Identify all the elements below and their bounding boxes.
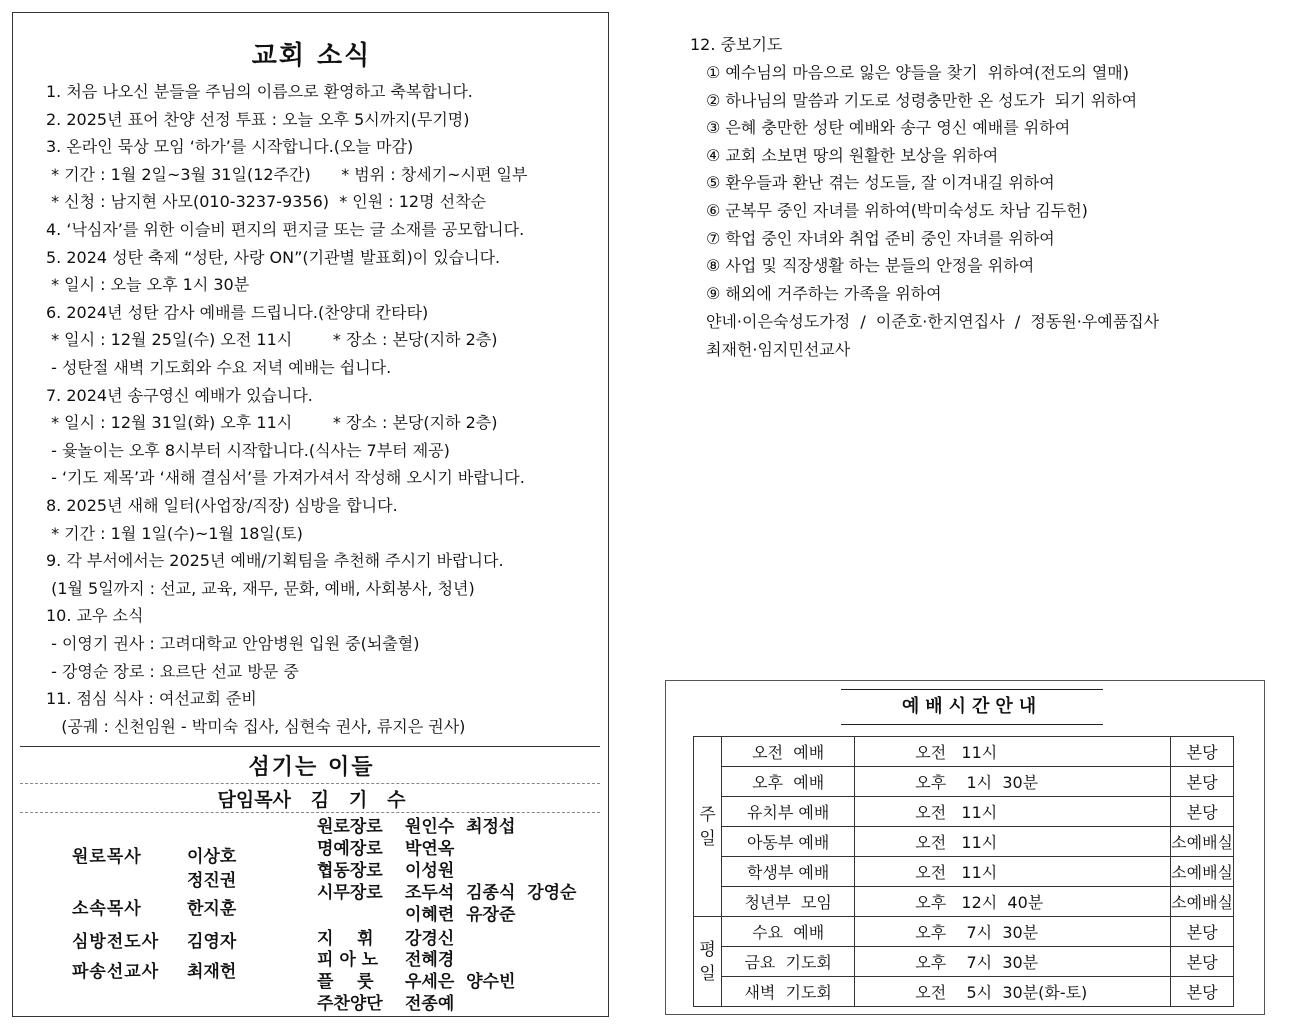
server-row — [72, 898, 236, 920]
schedule-group-label — [694, 917, 722, 1007]
divider — [20, 812, 600, 813]
schedule-group-char: 일 — [699, 828, 716, 849]
news-line: * 기간 : 1월 2일~3월 31일(12주간) * 범위 : 창세기~시편 일부 — [46, 164, 528, 184]
schedule-row — [694, 917, 1234, 947]
server-row — [317, 816, 515, 838]
schedule-time: 오후 12시 40분 — [855, 887, 1171, 917]
server-role: 시무장로 — [317, 883, 383, 903]
server-names: 김영자 — [187, 932, 237, 952]
server-names: 정진권 — [187, 871, 237, 891]
prayer-family: 최재헌·임지민선교사 — [706, 339, 851, 359]
schedule-place: 소예배실 — [1171, 827, 1234, 857]
server-role: 피 아 노 — [317, 950, 379, 970]
server-row — [317, 860, 454, 882]
schedule-panel — [665, 680, 1265, 1015]
schedule-table — [693, 736, 1234, 1007]
server-row — [317, 882, 576, 904]
server-names: 전혜경 — [405, 950, 455, 970]
news-line: * 일시 : 12월 31일(화) 오후 11시 * 장소 : 본당(지하 2층) — [46, 413, 498, 433]
server-role: 소속목사 — [72, 899, 142, 919]
schedule-time: 오전 5시 30분(화-토) — [855, 977, 1171, 1007]
schedule-name: 아동부 예배 — [722, 827, 855, 857]
server-role: 파송선교사 — [72, 962, 160, 982]
news-line: 2. 2025년 표어 찬양 선정 투표 : 오늘 오후 5시까지(무기명) — [46, 109, 470, 129]
schedule-place: 본당 — [1171, 947, 1234, 977]
server-role: 지 휘 — [317, 929, 374, 949]
server-role: 명예장로 — [317, 839, 383, 859]
news-line: (공궤 : 신천임원 - 박미숙 집사, 심현숙 권사, 류지은 권사) — [46, 716, 466, 736]
divider — [20, 783, 600, 784]
prayer-item: ⑨ 해외에 거주하는 가족을 위하여 — [706, 283, 942, 303]
schedule-time: 오후 7시 30분 — [855, 947, 1171, 977]
schedule-name: 수요 예배 — [722, 917, 855, 947]
schedule-name: 청년부 모임 — [722, 887, 855, 917]
news-line: * 신청 : 남지현 사모(010-3237-9356) * 인원 : 12명 선착순 — [46, 192, 487, 212]
schedule-place: 본당 — [1171, 977, 1234, 1007]
schedule-time: 오전 11시 — [855, 737, 1171, 767]
server-row — [72, 846, 236, 868]
news-line: 10. 교우 소식 — [46, 606, 144, 626]
schedule-name: 오전 예배 — [722, 737, 855, 767]
server-row — [72, 870, 236, 892]
news-line: * 일시 : 오늘 오후 1시 30분 — [46, 275, 250, 295]
server-role: 심방전도사 — [72, 932, 160, 952]
schedule-name: 유치부 예배 — [722, 797, 855, 827]
schedule-row — [694, 767, 1234, 797]
schedule-group-char: 평 — [699, 939, 716, 960]
news-line: 8. 2025년 새해 일터(사업장/직장) 심방을 합니다. — [46, 496, 398, 515]
server-row — [317, 949, 454, 971]
schedule-time: 오후 7시 30분 — [855, 917, 1171, 947]
server-role: 플 룻 — [317, 972, 374, 992]
prayer-item: ⑤ 환우들과 환난 겪는 성도들, 잘 이겨내길 위하여 — [706, 173, 1055, 193]
schedule-time: 오전 11시 — [855, 827, 1171, 857]
server-names: 전종예 — [405, 994, 455, 1014]
schedule-place: 본당 — [1171, 767, 1234, 797]
schedule-place: 본당 — [1171, 797, 1234, 827]
schedule-name: 학생부 예배 — [722, 857, 855, 887]
news-line: - 윷놀이는 오후 8시부터 시작합니다.(식사는 7부터 제공) — [46, 440, 450, 460]
schedule-name: 금요 기도회 — [722, 947, 855, 977]
server-row — [317, 838, 454, 860]
schedule-place: 본당 — [1171, 737, 1234, 767]
server-names: 한지훈 — [187, 899, 237, 919]
prayer-heading: 12. 중보기도 — [690, 35, 783, 54]
church-news-title: 교회 소식 — [251, 41, 372, 71]
schedule-row — [694, 857, 1234, 887]
news-line: 11. 점심 식사 : 여선교회 준비 — [46, 689, 257, 709]
server-role: 원로목사 — [72, 847, 142, 867]
server-names: 우세은 양수빈 — [405, 972, 516, 992]
news-line: 1. 처음 나오신 분들을 주님의 이름으로 환영하고 축복합니다. — [46, 82, 473, 101]
prayer-item: ⑥ 군복무 중인 자녀를 위하여(박미숙성도 차남 김두헌) — [706, 201, 1088, 220]
news-line: 3. 온라인 묵상 모임 ‘하가’를 시작합니다.(오늘 마감) — [46, 137, 414, 157]
news-line: 6. 2024년 성탄 감사 예배를 드립니다.(찬양대 칸타타) — [46, 302, 429, 322]
prayer-item: ③ 은혜 충만한 성탄 예배와 송구 영신 예배를 위하여 — [706, 118, 1071, 138]
server-names: 원인수 최정섭 — [405, 817, 516, 837]
news-line: 5. 2024 성탄 축제 “성탄, 사랑 ON”(기관별 발표회)이 있습니다. — [46, 247, 501, 267]
schedule-row — [694, 827, 1234, 857]
news-line: * 기간 : 1월 1일(수)~1월 18일(토) — [46, 523, 303, 543]
server-names: 이상호 — [187, 847, 237, 867]
schedule-place: 소예배실 — [1171, 857, 1234, 887]
news-line: 4. ‘낙심자’를 위한 이슬비 편지의 편지글 또는 글 소재를 공모합니다. — [46, 220, 525, 239]
schedule-row — [694, 737, 1234, 767]
prayer-item: ⑧ 사업 및 직장생활 하는 분들의 안정을 위하여 — [706, 256, 1035, 276]
server-role: 주찬양단 — [317, 994, 383, 1014]
news-line: - ‘기도 제목’과 ‘새해 결심서’를 가져가셔서 작성해 오시기 바랍니다. — [46, 468, 525, 488]
server-names: 이혜련 유장준 — [405, 905, 516, 925]
server-names: 최재헌 — [187, 962, 237, 982]
news-line: * 일시 : 12월 25일(수) 오전 11시 * 장소 : 본당(지하 2층) — [46, 330, 498, 350]
schedule-title: 예배시간안내 — [841, 689, 1103, 725]
schedule-row — [694, 977, 1234, 1007]
server-names: 강경신 — [405, 929, 455, 949]
schedule-group-char: 주 — [699, 804, 716, 825]
server-row — [317, 993, 454, 1015]
prayer-item: ② 하나님의 말씀과 기도로 성령충만한 온 성도가 되기 위하여 — [706, 90, 1138, 110]
news-line: - 강영순 장로 : 요르단 선교 방문 중 — [46, 661, 299, 681]
schedule-place: 소예배실 — [1171, 887, 1234, 917]
schedule-time: 오전 11시 — [855, 797, 1171, 827]
schedule-row — [694, 947, 1234, 977]
news-line: 9. 각 부서에서는 2025년 예배/기획팀을 추천해 주시기 바랍니다. — [46, 551, 504, 571]
schedule-group-label — [694, 737, 722, 917]
schedule-row — [694, 887, 1234, 917]
schedule-place: 본당 — [1171, 917, 1234, 947]
news-line: - 이영기 권사 : 고려대학교 안암병원 입원 중(뇌출혈) — [46, 634, 420, 653]
server-row — [317, 928, 454, 950]
senior-pastor: 담임목사 김 기 수 — [217, 789, 406, 811]
news-line: 7. 2024년 송구영신 예배가 있습니다. — [46, 385, 313, 405]
news-line: (1월 5일까지 : 선교, 교육, 재무, 문화, 예배, 사회봉사, 청년) — [46, 578, 475, 598]
server-role: 원로장로 — [317, 817, 383, 837]
server-role: 협동장로 — [317, 861, 383, 881]
server-row — [317, 904, 515, 926]
schedule-row — [694, 797, 1234, 827]
divider — [20, 746, 600, 747]
church-news-panel — [12, 12, 609, 1017]
prayer-item: ④ 교회 소보면 땅의 원활한 보상을 위하여 — [706, 145, 999, 165]
server-row — [317, 971, 515, 993]
schedule-time: 오후 1시 30분 — [855, 767, 1171, 797]
schedule-group-char: 일 — [699, 963, 716, 984]
prayer-item: ⑦ 학업 중인 자녀와 취업 준비 중인 자녀를 위하여 — [706, 228, 1055, 248]
server-row — [72, 961, 236, 983]
servers-title: 섬기는 이들 — [248, 755, 375, 780]
prayer-item: ① 예수님의 마음으로 잃은 양들을 찾기 위하여(전도의 열매) — [706, 63, 1130, 82]
news-line: - 성탄절 새벽 기도회와 수요 저녁 예배는 쉽니다. — [46, 358, 392, 377]
server-row — [72, 931, 236, 953]
schedule-name: 오후 예배 — [722, 767, 855, 797]
server-names: 박연옥 — [405, 839, 455, 859]
server-names: 조두석 김종식 강영순 — [405, 883, 577, 903]
prayer-family: 얀네·이은숙성도가정 / 이준호·한지연집사 / 정동원·우예품집사 — [706, 312, 1160, 331]
schedule-name: 새벽 기도회 — [722, 977, 855, 1007]
server-names: 이성원 — [405, 861, 455, 881]
schedule-time: 오전 11시 — [855, 857, 1171, 887]
